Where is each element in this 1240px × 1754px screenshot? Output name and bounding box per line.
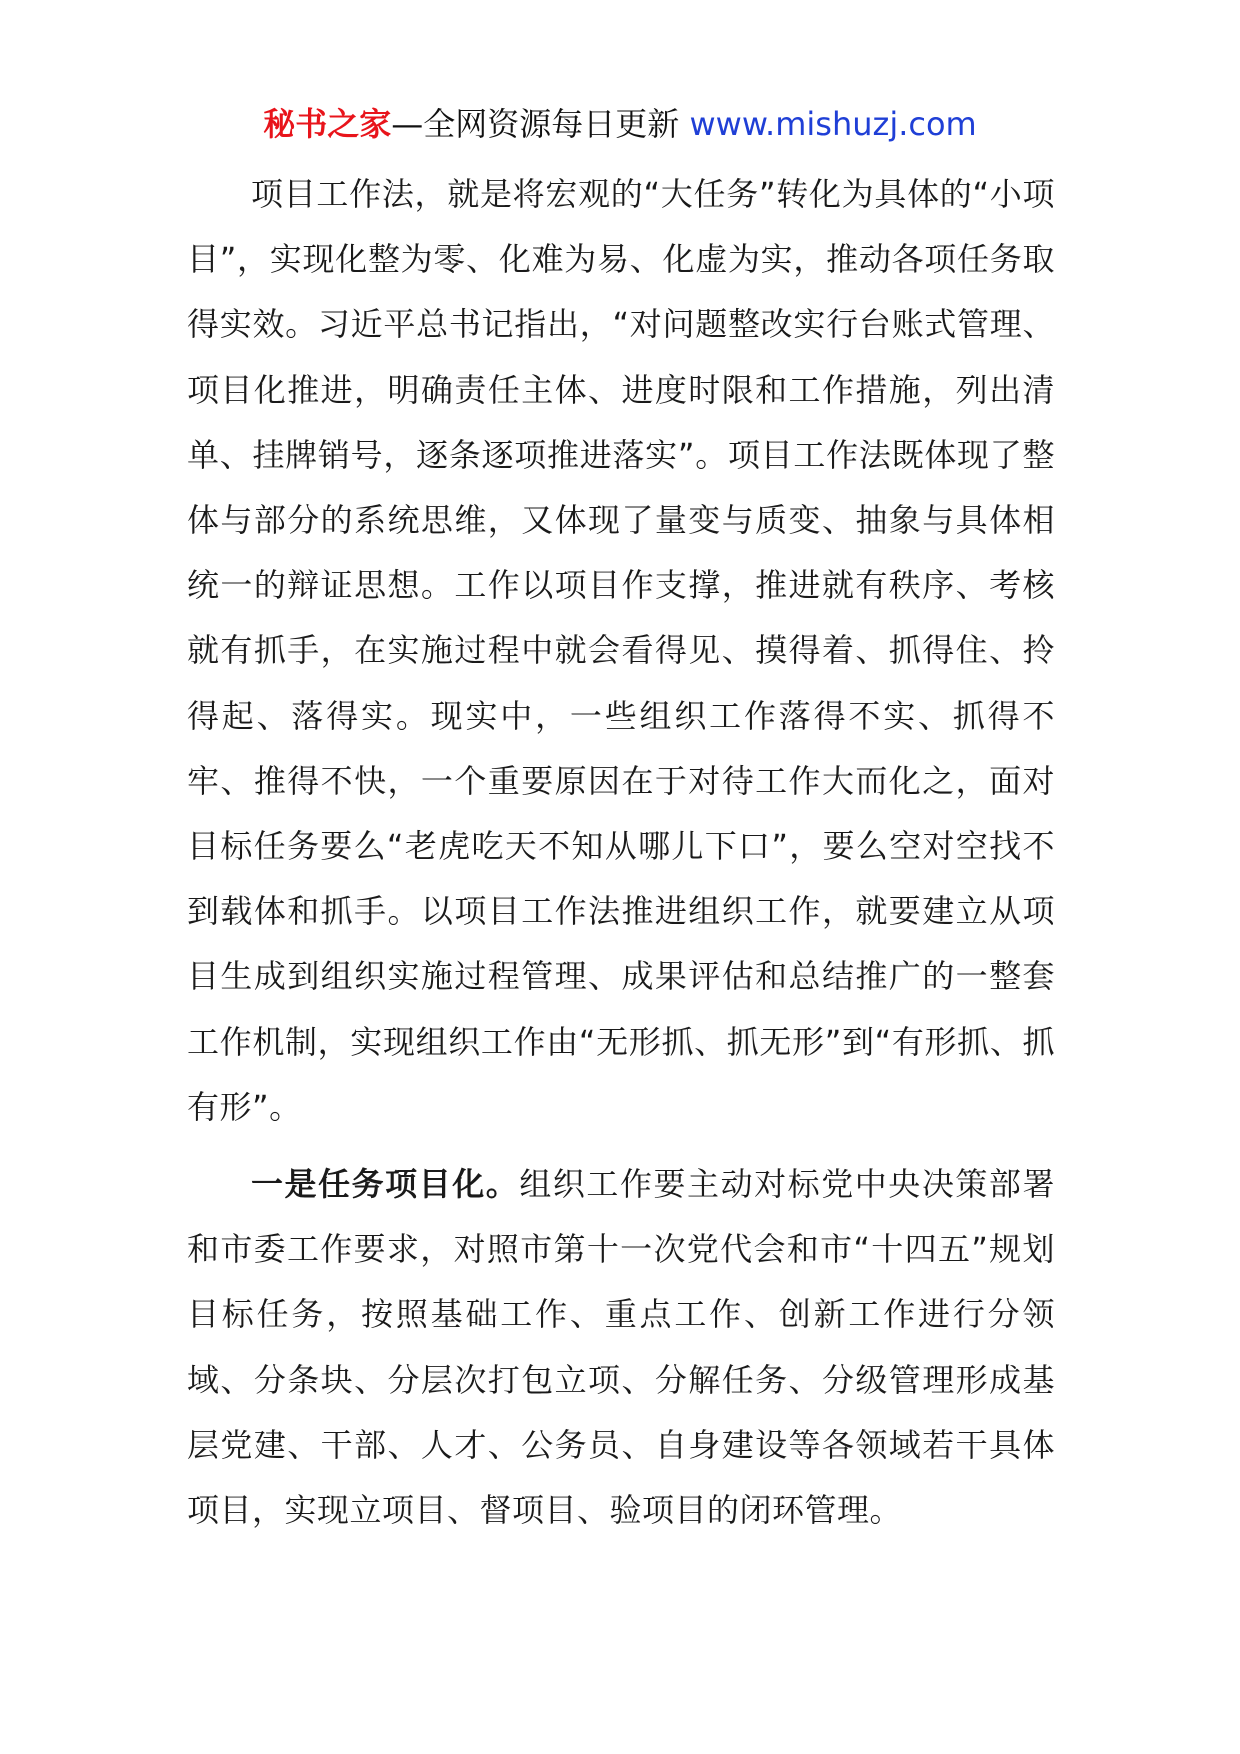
- paragraph-intro: [187, 162, 1055, 1140]
- header-tagline: —全网资源每日更新: [391, 105, 680, 143]
- header-brand: 秘书之家: [263, 105, 392, 143]
- paragraph-task-projectization: [187, 1152, 1055, 1543]
- paragraph-intro-text: 项目工作法，就是将宏观的“大任务”转化为具体的“小项目”，实现化整为零、化难为易、化虚为实，推动各项任务取得实效。习近平总书记指出，“对问题整改实行台账式管理、项目化推进，明确责任主体、进度时限和工作措施，列出清单、挂牌销号，逐条逐项推进落实”。项目工作法既体现了整体与部分的系统思维，又体现了量变与质变、抽象与具体相统一的辩证思想。工作以项目作支撑，推进就有秩序、考核就有抓手，在实施过程中就会看得见、摸得着、抓得住、拎得起、落得实。现实中，一些组织工作落得不实、抓得不牢、推得不快，一个重要原因在于对待工作大而化之，面对目标任务要么“老虎吃天不知从哪儿下口”，要么空对空找不到载体和抓手。以项目工作法推进组织工作，就要建立从项目生成到组织实施过程管理、成果评估和总结推广的一整套工作机制，实现组织工作由“无形抓、抓无形”到“有形抓、抓有形”。: [187, 175, 1055, 1126]
- document-body: [187, 162, 1055, 1543]
- header-site-link[interactable]: www.mishuzj.com: [689, 105, 977, 143]
- paragraph-task-text: 组织工作要主动对标党中央决策部署和市委工作要求，对照市第十一次党代会和市“十四五”规划目标任务，按照基础工作、重点工作、创新工作进行分领域、分条块、分层次打包立项、分解任务、分级管理形成基层党建、干部、人才、公务员、自身建设等各领域若干具体项目，实现立项目、督项目、验项目的闭环管理。: [187, 1165, 1055, 1530]
- page-header: [0, 100, 1240, 148]
- paragraph-lead-heading: 一是任务项目化。: [251, 1165, 520, 1204]
